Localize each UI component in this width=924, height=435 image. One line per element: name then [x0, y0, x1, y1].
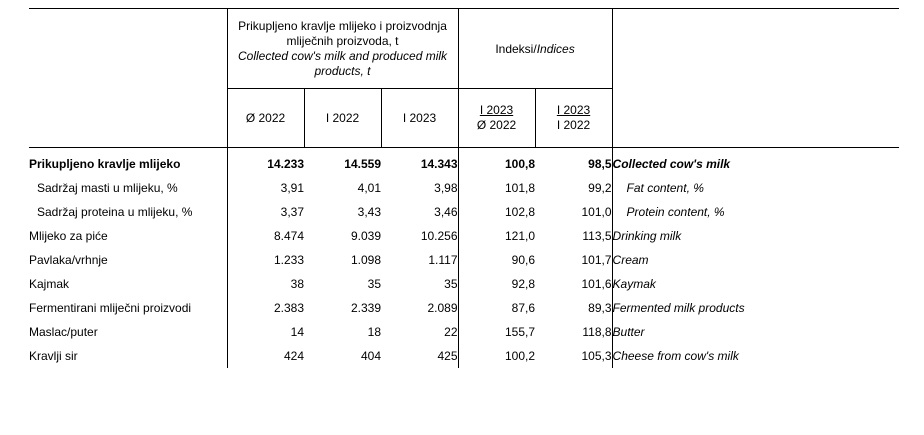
cell-i-2023: 2.089	[381, 296, 458, 320]
cell-avg-2022: 8.474	[273, 229, 304, 243]
cell-avg-2022: 1.233	[273, 253, 304, 267]
cell-index-prev: 101,0	[535, 200, 612, 224]
cell-index-avg: 90,6	[511, 253, 536, 267]
cell-avg-2022: 424	[283, 349, 304, 363]
header-group-milk-en: Collected cow's milk and produced milk products, t	[237, 48, 448, 78]
cell-index-prev: 99,2	[535, 176, 612, 200]
cell-i-2022: 14.559	[344, 157, 381, 171]
cell-i-2022: 3,43	[357, 205, 381, 219]
cell-avg-2022: 14	[290, 325, 304, 339]
header-col-avg-2022: Ø 2022	[227, 89, 304, 148]
row-label-en: Protein content, %	[626, 205, 725, 219]
row-label-hr: Maslac/puter	[29, 320, 227, 344]
cell-index-prev: 118,8	[535, 320, 612, 344]
header-col-index-prev	[535, 89, 612, 148]
cell-i-2023: 1.117	[381, 248, 458, 272]
row-label-en: Butter	[612, 325, 645, 339]
header-col-i-2022: I 2022	[304, 89, 381, 148]
row-label-hr: Pavlaka/vrhnje	[29, 248, 227, 272]
row-label-hr: Kravlji sir	[29, 344, 227, 368]
cell-index-prev: 101,7	[535, 248, 612, 272]
table-row	[29, 344, 899, 368]
cell-avg-2022: 3,37	[280, 205, 304, 219]
cell-avg-2022: 14.233	[267, 157, 304, 171]
header-group-milk	[227, 9, 458, 89]
row-label-en: Collected cow's milk	[612, 157, 731, 171]
table-row	[29, 320, 899, 344]
table-row	[29, 176, 899, 200]
cell-index-avg: 102,8	[504, 205, 536, 219]
table-row	[29, 248, 899, 272]
milk-statistics-table	[29, 8, 899, 368]
cell-index-prev: 113,5	[535, 224, 612, 248]
header-empty-left	[29, 9, 227, 148]
cell-i-2022: 18	[367, 325, 381, 339]
cell-avg-2022: 38	[290, 277, 304, 291]
row-label-hr: Kajmak	[29, 272, 227, 296]
cell-index-avg: 155,7	[504, 325, 536, 339]
cell-index-avg: 100,8	[504, 157, 536, 171]
cell-i-2022: 35	[367, 277, 381, 291]
cell-index-prev: 98,5	[535, 152, 612, 176]
header-col-index-prev-bottom: I 2022	[556, 118, 591, 132]
cell-i-2023: 22	[381, 320, 458, 344]
header-indices-en: Indices	[536, 41, 575, 56]
header-col-index-prev-top: I 2023	[556, 103, 591, 117]
cell-index-avg: 101,8	[504, 181, 536, 195]
cell-i-2022: 404	[360, 349, 381, 363]
cell-i-2023: 10.256	[381, 224, 458, 248]
cell-avg-2022: 2.383	[273, 301, 304, 315]
cell-index-avg: 121,0	[504, 229, 536, 243]
cell-i-2023: 14.343	[381, 152, 458, 176]
cell-i-2023: 35	[381, 272, 458, 296]
row-label-en: Fat content, %	[626, 181, 704, 195]
cell-index-avg: 87,6	[511, 301, 536, 315]
row-label-hr: Fermentirani mliječni proizvodi	[29, 296, 227, 320]
header-col-i-2023: I 2023	[381, 89, 458, 148]
row-label-en: Cream	[612, 253, 649, 267]
cell-index-avg: 100,2	[504, 349, 536, 363]
header-col-index-avg-bottom: Ø 2022	[476, 118, 517, 132]
header-empty-right	[612, 9, 899, 148]
row-label-en: Kaymak	[612, 277, 656, 291]
row-label-en: Cheese from cow's milk	[612, 349, 739, 363]
row-label-hr: Mlijeko za piće	[29, 224, 227, 248]
row-label-en: Drinking milk	[612, 229, 682, 243]
header-group-indices	[458, 9, 612, 89]
header-group-milk-hr: Prikupljeno kravlje mlijeko i proizvodnja mliječnih proizvoda, t	[238, 18, 447, 48]
cell-index-avg: 92,8	[511, 277, 536, 291]
table-row	[29, 224, 899, 248]
header-indices-hr: Indeksi/	[495, 41, 537, 56]
cell-index-prev: 89,3	[535, 296, 612, 320]
table-row	[29, 200, 899, 224]
table-row	[29, 272, 899, 296]
row-label-hr: Sadržaj proteina u mlijeku, %	[29, 200, 227, 224]
row-label-hr: Sadržaj masti u mlijeku, %	[29, 176, 227, 200]
row-label-hr: Prikupljeno kravlje mlijeko	[29, 152, 227, 176]
cell-i-2022: 4,01	[357, 181, 381, 195]
header-row-groups	[29, 9, 899, 89]
header-col-index-avg-top: I 2023	[479, 103, 514, 117]
cell-avg-2022: 3,91	[280, 181, 304, 195]
table-row	[29, 152, 899, 176]
row-label-en: Fermented milk products	[612, 301, 745, 315]
cell-i-2022: 1.098	[350, 253, 381, 267]
cell-i-2023: 3,46	[381, 200, 458, 224]
cell-index-prev: 105,3	[535, 344, 612, 368]
table-row	[29, 296, 899, 320]
header-col-index-avg	[458, 89, 535, 148]
cell-i-2022: 2.339	[350, 301, 381, 315]
cell-index-prev: 101,6	[535, 272, 612, 296]
cell-i-2022: 9.039	[350, 229, 381, 243]
cell-i-2023: 3,98	[381, 176, 458, 200]
cell-i-2023: 425	[381, 344, 458, 368]
